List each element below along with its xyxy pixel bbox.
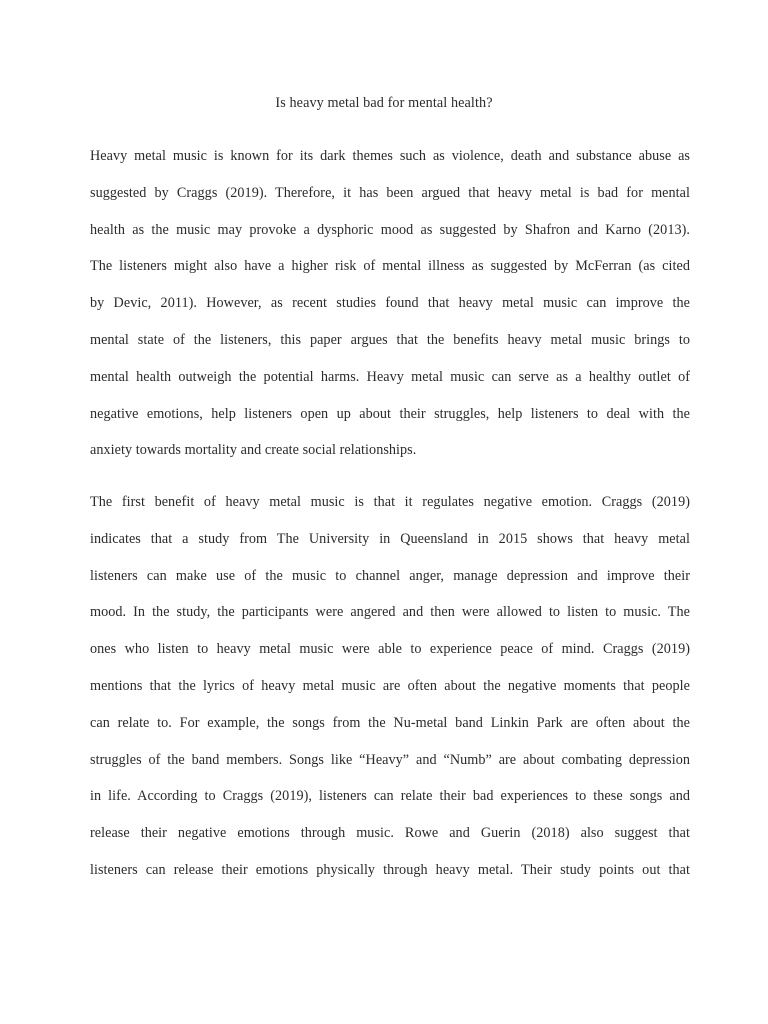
- text-line: ones who listen to heavy metal music were able to experience peace of mind. Craggs (2019): [90, 641, 690, 658]
- text-line: listeners can make use of the music to channel anger, manage depression and improve their: [90, 567, 690, 584]
- text-line: suggested by Craggs (2019). Therefore, it has been argued that heavy metal is bad for mental: [90, 184, 690, 201]
- text-line: release their negative emotions through music. Rowe and Guerin (2018) also suggest that: [90, 825, 690, 842]
- text-line: mental health outweigh the potential harms. Heavy metal music can serve as a healthy outlet of: [90, 368, 690, 385]
- text-line: struggles of the band members. Songs like “Heavy” and “Numb” are about combating depression: [90, 751, 690, 768]
- text-line: Heavy metal music is known for its dark themes such as violence, death and substance abuse as: [90, 148, 690, 164]
- text-line: listeners can release their emotions physically through heavy metal. Their study points out that: [90, 861, 690, 878]
- text-line: mentions that the lyrics of heavy metal music are often about the negative moments that people: [90, 677, 690, 694]
- text-line: negative emotions, help listeners open up about their struggles, help listeners to deal with the: [90, 405, 690, 422]
- document-title: Is heavy metal bad for mental health?: [275, 95, 493, 111]
- text-line: in life. According to Craggs (2019), listeners can relate their bad experiences to these songs and: [90, 788, 690, 805]
- text-line: mood. In the study, the participants were angered and then were allowed to listen to music. The: [90, 604, 690, 621]
- text-line: can relate to. For example, the songs from the Nu-metal band Linkin Park are often about the: [90, 714, 690, 731]
- text-line: health as the music may provoke a dysphoric mood as suggested by Shafron and Karno (2013).: [90, 221, 690, 238]
- text-line: mental state of the listeners, this paper argues that the benefits heavy metal music brings to: [90, 331, 690, 348]
- text-line: anxiety towards mortality and create social relationships.: [90, 442, 417, 459]
- text-line: by Devic, 2011). However, as recent studies found that heavy metal music can improve the: [90, 295, 690, 312]
- text-line: The listeners might also have a higher risk of mental illness as suggested by McFerran (as cited: [90, 258, 690, 275]
- text-line: The first benefit of heavy metal music is that it regulates negative emotion. Craggs (2019): [90, 494, 690, 510]
- paragraph-introduction: [90, 146, 690, 477]
- text-line: indicates that a study from The University in Queensland in 2015 shows that heavy metal: [90, 530, 690, 547]
- paragraph-first-benefit: [90, 492, 690, 897]
